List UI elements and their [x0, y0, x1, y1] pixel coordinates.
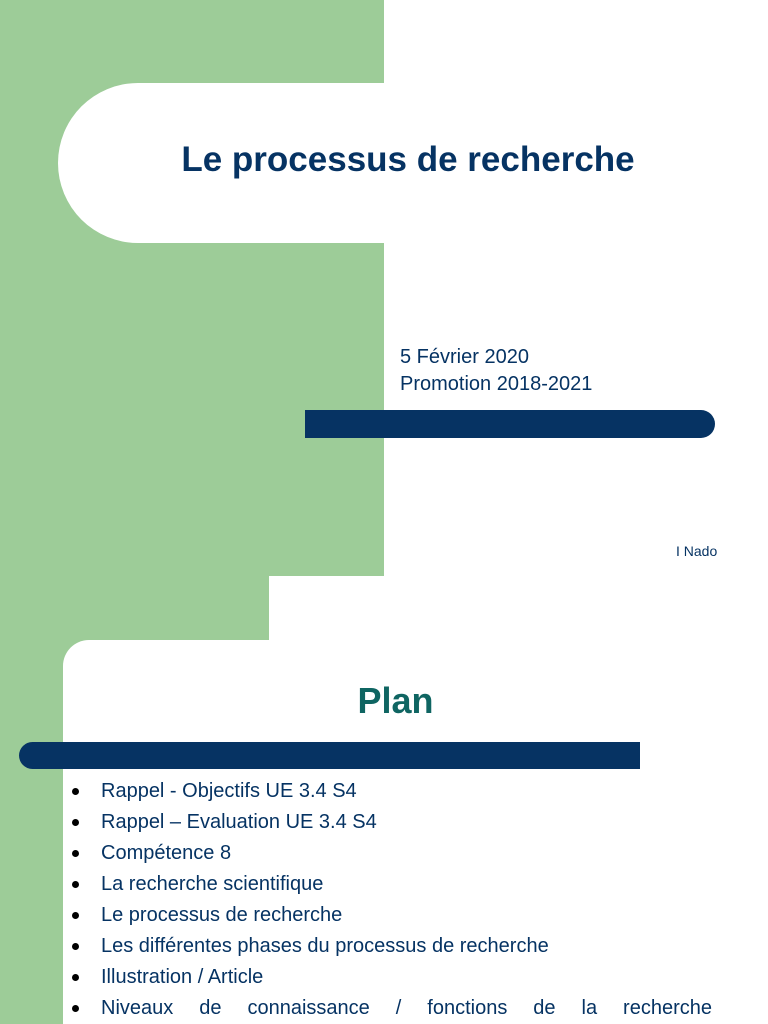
list-item: Illustration / Article [72, 962, 712, 993]
list-item: Rappel - Objectifs UE 3.4 S4 [72, 776, 712, 807]
slide2-title: Plan [357, 680, 434, 721]
plan-list [72, 776, 712, 1024]
list-item: Niveaux de connaissance / fonctions de la recherche [72, 993, 712, 1024]
slide1-accent-bar [305, 410, 715, 438]
slide1-white-area [384, 0, 768, 576]
bullet-icon [72, 1005, 79, 1012]
slide1-date: 5 Février 2020 [400, 346, 529, 368]
slide2-accent-bar [19, 742, 640, 769]
bullet-icon [72, 943, 79, 950]
list-item: Le processus de recherche [72, 900, 712, 931]
slide1-title: Le processus de recherche [181, 140, 635, 179]
list-item: La recherche scientifique [72, 869, 712, 900]
bullet-icon [72, 974, 79, 981]
bullet-icon [72, 912, 79, 919]
bullet-icon [72, 788, 79, 795]
bullet-icon [72, 819, 79, 826]
slide1-subtitle [400, 344, 592, 398]
slide1-promotion: Promotion 2018-2021 [400, 373, 593, 395]
list-item: Les différentes phases du processus de recherche [72, 931, 712, 962]
list-item: Rappel – Evaluation UE 3.4 S4 [72, 807, 712, 838]
bullet-icon [72, 850, 79, 857]
bullet-icon [72, 881, 79, 888]
slide-separator [269, 576, 768, 640]
list-item: Compétence 8 [72, 838, 712, 869]
slide1-author: I Nado [676, 543, 718, 559]
